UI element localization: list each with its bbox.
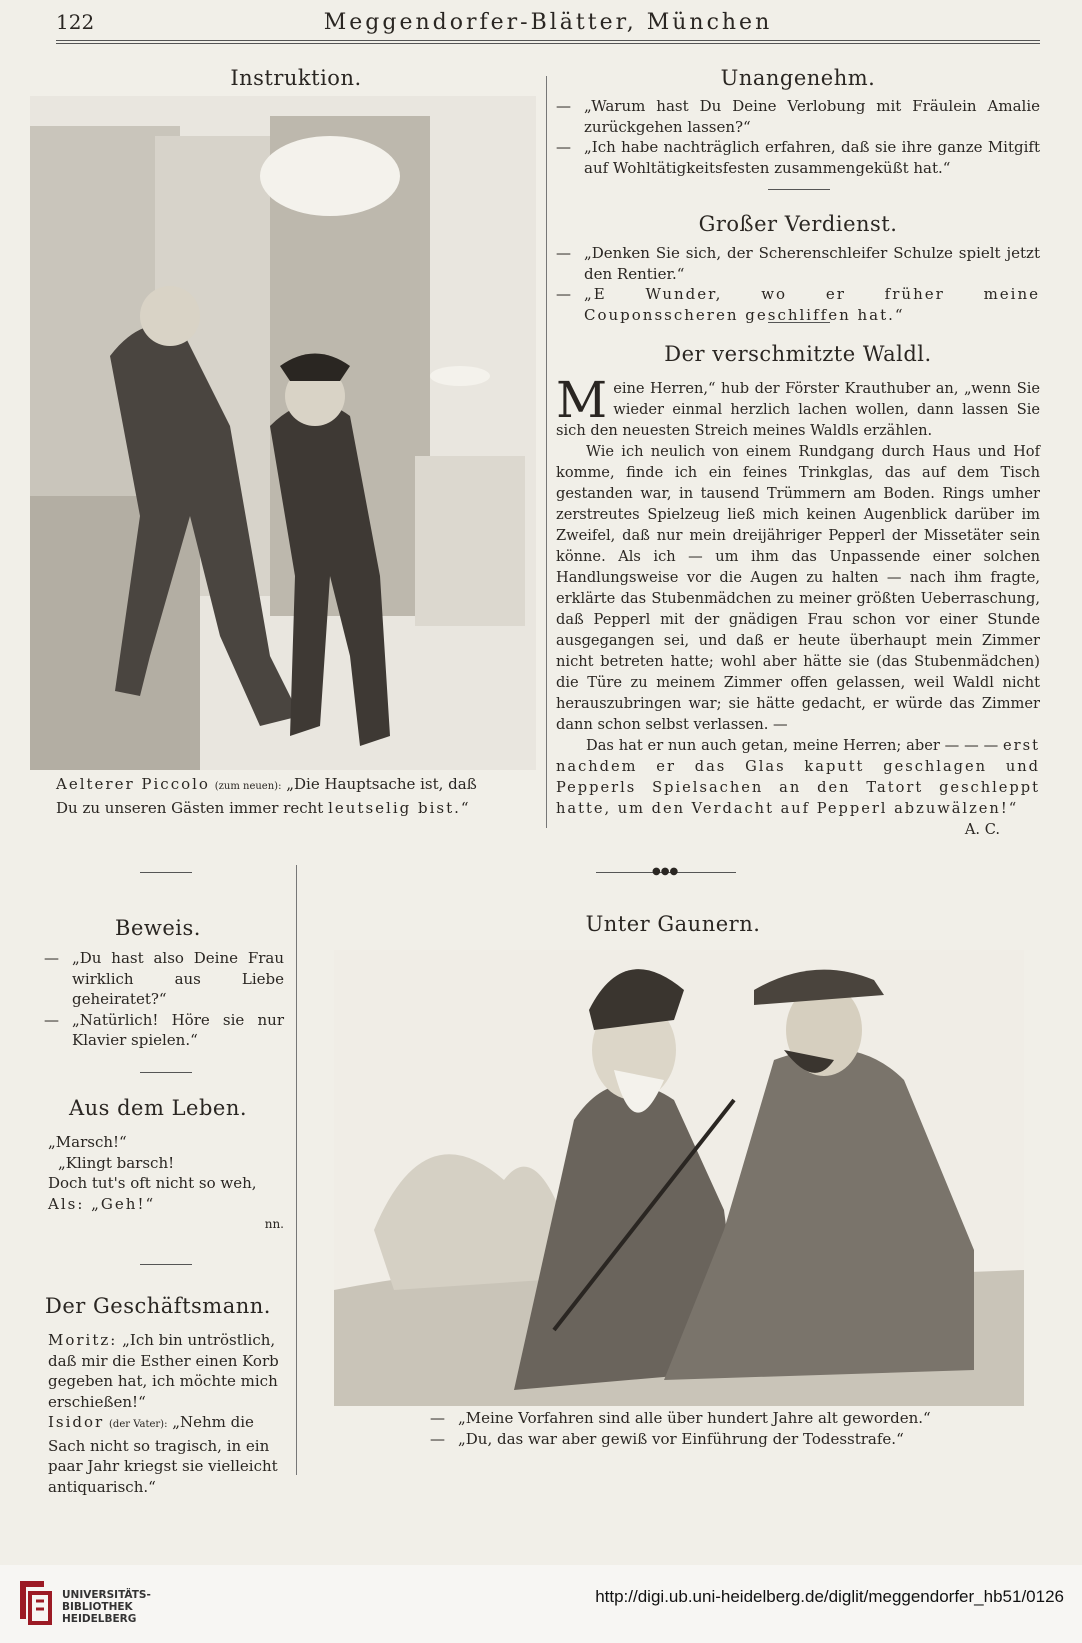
dialogue-line: — „Denken Sie sich, der Scherenschleifer Schulze spielt jetzt den Rentier.“: [556, 244, 1040, 283]
waldl-author: A. C.: [964, 821, 1000, 838]
leben-poem: [48, 1132, 284, 1235]
waldl-paragraph-3-spaced: erst nachdem er das Glas kaputt geschlagen und Pepperls Spielsachen an den Tatort geschleppt hatte, um den Verdacht auf Pepperl abzuwälzen!“: [556, 737, 1040, 817]
geschaeft-text: [48, 1330, 284, 1497]
unangenehm-title: Unangenehm.: [720, 66, 876, 90]
instruktion-title: Instruktion.: [230, 66, 362, 90]
piccolo-illustration: [30, 96, 536, 770]
section-rule: [768, 189, 830, 190]
leben-author: nn.: [264, 1217, 284, 1231]
page-number: 122: [56, 10, 95, 34]
unangenehm-text: [556, 96, 1040, 178]
section-rule: [768, 322, 830, 323]
isidor-line: „Nehm die Sach nicht so tragisch, in ein paar Jahr kriegst sie vielleicht antiquarisch.“: [48, 1413, 278, 1496]
gauner-illustration: [334, 950, 1024, 1406]
speaker-moritz: Moritz:: [48, 1331, 118, 1349]
caption-stage-direction: (zum neuen):: [214, 781, 282, 792]
column-divider-top: [546, 76, 547, 828]
geschaeft-title: Der Geschäftsmann.: [45, 1294, 271, 1318]
library-logo-icon[interactable]: [14, 1575, 56, 1629]
source-url-link[interactable]: http://digi.ub.uni-heidelberg.de/diglit/meggendorfer_hb51/0126: [595, 1587, 1064, 1606]
verdienst-text: [556, 243, 1040, 325]
leben-title: Aus dem Leben.: [68, 1096, 248, 1120]
dialogue-line: — „Warum hast Du Deine Verlobung mit Fräulein Amalie zurückgehen lassen?“: [556, 97, 1040, 136]
running-header: [56, 8, 1040, 36]
dialogue-line: — „Ich habe nachträglich erfahren, daß sie ihre ganze Mitgift auf Wohltätigkeitsfesten zusammengeküßt hat.“: [556, 138, 1040, 177]
beweis-title: Beweis.: [115, 916, 201, 940]
section-rule: [140, 1072, 192, 1073]
beweis-text: [44, 948, 284, 1051]
dialogue-line: — „Du hast also Deine Frau wirklich aus Liebe geheiratet?“: [44, 949, 284, 1008]
library-name[interactable]: UNIVERSITÄTS- BIBLIOTHEK HEIDELBERG: [62, 1589, 151, 1625]
piccolo-sketch: [30, 96, 536, 770]
section-rule: [140, 1264, 192, 1265]
dialogue-line: — „Meine Vorfahren sind alle über hundert Jahre alt geworden.“: [430, 1409, 931, 1427]
library-footer: [0, 1565, 1082, 1643]
drop-cap: M: [556, 371, 608, 429]
section-rule: [140, 872, 192, 873]
gaunern-title: Unter Gaunern.: [585, 912, 761, 936]
poem-line-1: „Marsch!“: [48, 1133, 127, 1151]
speaker-isidor: Isidor: [48, 1413, 105, 1431]
dialogue-line: — „E Wunder, wo er früher meine Couponsscheren geschliffen hat.“: [556, 285, 1040, 324]
dialogue-line: — „Natürlich! Höre sie nur Klavier spielen.“: [44, 1010, 284, 1049]
poem-line-4: Als: „Geh!“: [48, 1194, 156, 1213]
poem-line-3: Doch tut's oft nicht so weh,: [48, 1174, 257, 1192]
caption-line-2-spaced: leutselig bist.“: [328, 798, 471, 817]
waldl-paragraph-1: eine Herren,“ hub der Förster Krauthuber an, „wenn Sie wieder einmal herzlich lachen wollen, dann lassen Sie sich den neuesten Streich meines Waldls erzählen.: [556, 380, 1040, 439]
poem-line-2: „Klingt barsch!: [58, 1153, 175, 1172]
gaunern-caption: [430, 1408, 1040, 1449]
journal-title: Meggendorfer-Blätter, München: [323, 9, 773, 35]
ornament-dots: ●●●: [652, 866, 679, 877]
column-divider-bottom: [296, 865, 297, 1475]
instruktion-caption: [56, 774, 536, 818]
waldl-paragraph-3: Das hat er nun auch getan, meine Herren; aber — — —: [586, 737, 999, 754]
dialogue-line: — „Du, das war aber gewiß vor Einführung der Todesstrafe.“: [430, 1429, 904, 1448]
gauner-engraving: [334, 950, 1024, 1406]
caption-line-1: „Die Hauptsache ist, daß: [286, 775, 477, 793]
caption-speaker: Aelterer Piccolo: [56, 775, 210, 793]
header-rule: [56, 40, 1040, 44]
verdienst-title: Großer Verdienst.: [698, 212, 898, 236]
waldl-title: Der verschmitzte Waldl.: [664, 342, 932, 366]
caption-line-2: Du zu unseren Gästen immer recht: [56, 798, 324, 817]
isidor-stage: (der Vater):: [109, 1419, 168, 1430]
waldl-text: [556, 371, 1040, 840]
waldl-paragraph-2: Wie ich neulich von einem Rundgang durch Haus und Hof komme, finde ich ein feines Trinkglas, das auf dem Tisch gestanden war, in tausend Trümmern am Boden. Rings umher zerstreutes Spielzeug ließ mich keinen Augenblick darüber im Zweifel, daß nur mein dreijähriger Pepperl der Missetäter sein könne. Als ich — um ihm das Unpassende einer solchen Handlungsweise vor die Augen zu halten — nach ihm fragte, erklärte das Stubenmädchen zu meiner größten Ueberraschung, daß Pepperl mit der gnädigen Frau schon vor einer Stunde ausgegangen sei, und daß er heute überhaupt mein Zimmer nicht betreten hatte; wohl aber hätte sie (das Stubenmädchen) die Türe zu meinem Zimmer offen gelassen, weil Waldl nicht herauszubringen war; sie hätte gedacht, er würde das Zimmer dann schon selbst verlassen. —: [556, 443, 1040, 733]
moritz-line: „Ich bin untröstlich, daß mir die Esther einen Korb gegeben hat, ich möchte mich erschießen!“: [48, 1331, 279, 1411]
